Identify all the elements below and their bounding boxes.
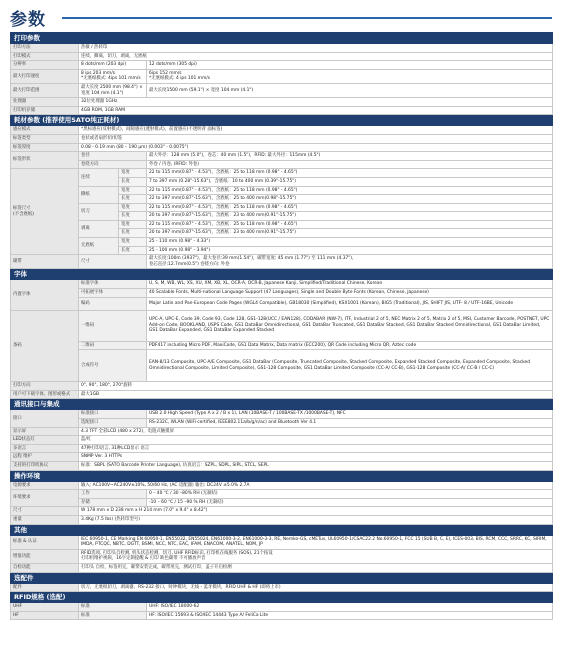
spec-label: 标签厚度 xyxy=(11,143,79,152)
section-title: 其他 xyxy=(11,524,553,535)
spec-row xyxy=(11,507,553,516)
section-header-row xyxy=(11,524,553,535)
spec-label: 多语言 xyxy=(11,444,79,453)
spec-row xyxy=(11,126,553,135)
spec-label: 最大打印速度 xyxy=(11,69,79,83)
spec-value: 25 - 100 mm (0.98" - 3.94") xyxy=(147,246,553,255)
spec-value: 切刀，无底纸切刀，剥离器，RS-232 接口，时钟模块，无线 - 蓝牙模块，RFID UHF & HF (即将上市) xyxy=(79,583,553,592)
spec-label: 碳带 xyxy=(11,255,79,269)
spec-value: 22 to 115 mm(0.87" - 4.53")，含底纸：25 to 118 mm (0.98" - 4.65") xyxy=(147,186,553,195)
spec-row xyxy=(11,52,553,61)
spec-value: 22 to 397 mm(0.87"-15.63")，含底纸：25 to 400 mm(0.98"-15.75") xyxy=(147,195,553,204)
section-header-row xyxy=(11,33,553,44)
spec-value: 6ips 152 mm/s *无底纸模式: 4 ips 101 mm/s xyxy=(147,69,553,83)
spec-sublabel: 连续 xyxy=(79,169,119,186)
spec-value: 3.4Kg (7.5 lbs) (热转印型号) xyxy=(79,515,553,524)
spec-row xyxy=(11,238,553,247)
spec-label: 标签形状 xyxy=(11,152,79,169)
spec-sublabel: 选配接口 xyxy=(79,419,147,428)
spec-row xyxy=(11,490,553,499)
title-rule xyxy=(62,17,552,19)
spec-sublabel: 合成符号 xyxy=(79,350,147,382)
spec-label: 重量 xyxy=(11,515,79,524)
spec-row xyxy=(11,481,553,490)
spec-row xyxy=(11,583,553,592)
spec-sublabel: 标准字体 xyxy=(79,280,147,289)
section-header-row xyxy=(11,269,553,280)
spec-value: SNMP Ver. 3 HTTPs xyxy=(79,453,553,462)
spec-value: 4.3 TFT 全彩LCD (480 x 272)，电阻式触摸屏 xyxy=(79,427,553,436)
spec-label: 增值功能 xyxy=(11,549,79,563)
spec-sublabel: 卷径 xyxy=(79,152,147,161)
section-title: 选配件 xyxy=(11,572,553,583)
spec-row xyxy=(11,461,553,470)
spec-row xyxy=(11,255,553,269)
spec-sublabel: 尺寸 xyxy=(79,255,147,269)
spec-row xyxy=(11,453,553,462)
spec-value: IEC 60950-1, CE Marking EN 60950-1, EN55032, EN55024, EN61000-3-2, EN61000-3-3, RE, Nemko-GS, cMETus, UL60950-1/CSAC22.2 No.60950-1, FCC 15 (SUB B, C, E), ICES-003, BIS, RCM, CCC, SRRC, KC, SIRIM, IMDA, PTCQC, NBTC, DGTT, BSMI, NCC, NTC, EAC, IFAM, ENACOM, ANATEL, NOM, JP xyxy=(79,535,553,549)
spec-value: 0 – 40 ℃ / 30 –80% RH (无凝结) xyxy=(147,490,553,499)
spec-row xyxy=(11,350,553,382)
section-title: RFID规格 (选配) xyxy=(11,592,553,603)
spec-row xyxy=(11,515,553,524)
spec-value: 0.08 - 0.19 mm (80 – 190 µm) (0.003" - 0.0075") xyxy=(79,143,553,152)
spec-row xyxy=(11,410,553,419)
spec-sublabel: 剥离 xyxy=(79,220,119,237)
section-title: 操作环境 xyxy=(11,470,553,481)
spec-row xyxy=(11,427,553,436)
spec-sublabel: 存储 xyxy=(79,498,147,507)
spec-label: 条码 xyxy=(11,310,79,382)
spec-value: 25 - 110 mm (0.98" - 4.33") xyxy=(147,238,553,247)
spec-label: 支持的打印机协议 xyxy=(11,461,79,470)
spec-value: 打印头 自检，标签用完，碳带安装完成，碳带用完，测试打印，盖子开启检测 xyxy=(79,563,553,572)
spec-label: 尺寸 xyxy=(11,507,79,516)
spec-dimension-label: 长度 xyxy=(119,177,147,186)
spec-row xyxy=(11,341,553,350)
spec-dimension-label: 宽度 xyxy=(119,186,147,195)
spec-row xyxy=(11,297,553,310)
spec-sublabel: 标准接口 xyxy=(79,410,147,419)
spec-label: 标签类型 xyxy=(11,134,79,143)
spec-dimension-label: 长度 xyxy=(119,246,147,255)
spec-value: 卷状或者扇形切/切签 xyxy=(79,134,553,143)
spec-label: 电源要求 xyxy=(11,481,79,490)
spec-value: USB 2.0 High Speed (Type A x 2 / B x 1), LAN (10BASE-T / 100BASE-TX /1000BASE-T), NFC xyxy=(147,410,553,419)
section-header-row xyxy=(11,572,553,583)
spec-row xyxy=(11,563,553,572)
spec-row xyxy=(11,106,553,115)
spec-label: 打印方法 xyxy=(11,44,79,53)
section-header-row xyxy=(11,592,553,603)
spec-sublabel: 二维码 xyxy=(79,341,147,350)
spec-row xyxy=(11,69,553,83)
spec-row xyxy=(11,134,553,143)
spec-value: 22 to 115 mm(0.87" - 4.53")，含底纸：25 to 118 mm (0.98" - 4.65") xyxy=(147,169,553,178)
spec-value: PDF417 including Micro PDF, MaxiCode, GS1 Data Matrix, Data matrix (ECC200), QR Code including Micro QR, Aztec code xyxy=(147,341,553,350)
spec-value: 40 Scalable Fonts, Multi-national Language Support (47 Languages), Single and Double Byte Fonts (Korean, Chinese, Japanese) xyxy=(147,289,553,298)
spec-label: 接口 xyxy=(11,410,79,427)
spec-label: 配件 xyxy=(11,583,79,592)
spec-value: UPC-A, UPC-E, Code 39, Code 93, Code 128, GS1-128(UCC / EAN128), CODABAR (NW-7), ITF, Industrial 2 of 5, NEC Matrix 2 of 5, Matrix 2 of 5, MSI, Customer Barcode, POSTNET, UPC Add-on Code, BOOKLAND, USPS Code, GS1 DataBar Omnidirectional, GS1 DataBar Truncated, GS1 DataBar Stacked, GS1 DataBar Stacked Omnidirectional, GS1 DataBar Limited, GS1 DataBar Expanded, GS1 DataBar Expanded Stacked xyxy=(147,310,553,341)
spec-value: 最大长度 2500 mm (98.4") × 宽度 104 mm (4.1") xyxy=(79,83,147,97)
spec-row xyxy=(11,152,553,161)
section-title: 打印参数 xyxy=(11,33,553,44)
section-header-row xyxy=(11,115,553,126)
spec-row xyxy=(11,160,553,169)
spec-value: 22 to 115 mm(0.87" - 4.53")，含底纸：25 to 118 mm (0.98" - 4.65") xyxy=(147,220,553,229)
spec-value: U, S, M, WB, WL, XS, XU, XM, XB, XL, OCR-A, OCR-B, Japanese Kanji, Simplified/Traditional Chinese, Korean xyxy=(147,280,553,289)
spec-sublabel: 编码 xyxy=(79,297,147,310)
spec-row xyxy=(11,61,553,70)
spec-label: 打印模式 xyxy=(11,52,79,61)
spec-value: 外卷 / 内卷, (RFID: 外卷) xyxy=(147,160,553,169)
spec-row xyxy=(11,310,553,341)
spec-row xyxy=(11,436,553,445)
section-header-row xyxy=(11,399,553,410)
spec-value: 4GB ROM, 1GB RAM xyxy=(79,106,553,115)
spec-row xyxy=(11,549,553,563)
spec-value: EAN-8/13 Composite, UPC-A/E Composite, GS1 DataBar (Composite, Truncated Composite, Stacked Composite, Expanded Stacked Composite, Expanded Composite, Stacked Omnidirectional Composite, Limited Composite), GS1-128 Composite, GS1 DataBar Limited Composite (CC-A/ CC-B), GS1-128 Composite (CC-A/ CC-B / CC-C) xyxy=(147,350,553,382)
spec-row xyxy=(11,289,553,298)
spec-sublabel: 标准 xyxy=(79,611,147,620)
page-title: 参数 xyxy=(10,10,46,30)
spec-value: RS-232C, WLAN (WiFi certified, IEEE802.11a/b/g/n/ac) and Bluetooth Ver 4.1 xyxy=(147,419,553,428)
spec-label: 感应模式 xyxy=(11,126,79,135)
spec-value: 32位处理器 1GHz xyxy=(79,98,553,107)
spec-value: 连续，撕离，切刀，剥离，无底纸 xyxy=(79,52,553,61)
spec-row xyxy=(11,186,553,195)
spec-sublabel: 标准 xyxy=(79,603,147,612)
spec-dimension-label: 长度 xyxy=(119,229,147,238)
spec-table xyxy=(10,32,553,620)
spec-value: HF: ISO/IEC 15693 & ISO/IEC 14443 Type A/ FeliCa Lite xyxy=(147,611,553,620)
spec-label: 自检功能 xyxy=(11,563,79,572)
spec-label: 显示屏 xyxy=(11,427,79,436)
spec-sublabel: 工作 xyxy=(79,490,147,499)
spec-row xyxy=(11,382,553,391)
spec-sublabel: 无底纸 xyxy=(79,238,119,255)
spec-value: 0°, 90°, 180°, 270°旋转 xyxy=(79,382,553,391)
spec-value: 热敏 / 热转印 xyxy=(79,44,553,53)
spec-row xyxy=(11,390,553,399)
section-header-row xyxy=(11,470,553,481)
spec-sublabel: 一维码 xyxy=(79,310,147,341)
spec-dimension-label: 宽度 xyxy=(119,203,147,212)
spec-value: *黑标感应(反射模式)，间隙感应(透射模式)，前置感应(不透明背 面标签) xyxy=(79,126,553,135)
spec-row xyxy=(11,44,553,53)
spec-row xyxy=(11,419,553,428)
spec-row xyxy=(11,169,553,178)
spec-value: 12 dots/mm (305 dpi) xyxy=(147,61,553,70)
spec-sublabel: 撕纸 xyxy=(79,186,119,203)
spec-label: 打印机存储 xyxy=(11,106,79,115)
spec-value: 蓝/红 xyxy=(79,436,553,445)
spec-label: 分辨率 xyxy=(11,61,79,70)
spec-row xyxy=(11,98,553,107)
section-title: 字体 xyxy=(11,269,553,280)
spec-label: 用户可下载字体，图形或格式 xyxy=(11,390,79,399)
spec-row xyxy=(11,498,553,507)
spec-value: 8 ips 203 mm/s *无底纸模式: 4ips 101 mm/s xyxy=(79,69,147,83)
spec-value: 标准：SBPL (SATO Barcode Printer Language), 仿真语言：SZPL, SDPL, SIPL, STCL, SEPL xyxy=(79,461,553,470)
spec-dimension-label: 宽度 xyxy=(119,220,147,229)
spec-dimension-label: 宽度 xyxy=(119,169,147,178)
spec-value: 最大外径：128 mm (5.0")，卷芯：40 mm (1.5")，RFID: 最大外径：115mm (4.5") xyxy=(147,152,553,161)
spec-row xyxy=(11,143,553,152)
spec-row xyxy=(11,83,553,97)
spec-row xyxy=(11,220,553,229)
spec-sublabel: 切刀 xyxy=(79,203,119,220)
section-title: 耗材参数 (推荐使用SATO纯正耗材) xyxy=(11,115,553,126)
spec-value: W 178 mm x D 238 mm x H 214 mm (7.0" x 9.4" x 8.42") xyxy=(79,507,553,516)
spec-label: 标签尺寸 (不含底纸) xyxy=(11,169,79,255)
spec-dimension-label: 宽度 xyxy=(119,238,147,247)
spec-label: 环境要求 xyxy=(11,490,79,507)
spec-value: -10 – 60 ℃ / 15 –90 % RH (无凝结) xyxy=(147,498,553,507)
spec-label: LED状态灯 xyxy=(11,436,79,445)
spec-value: 输入: AC100V~AC240V±10%, 50/60 Hz, (AC 适配器) 输出: DC24V ±5.0% 2.7A xyxy=(79,481,553,490)
spec-value: Major Latin and Pan-European Code Pages (WGL4 Compatible), GB18030 (Simplified), KSX1001 (Korean), BIG5 (Traditional), JIS, SHIFT JIS, UTF- 8 / UTF-16BE, Unicode xyxy=(147,297,553,310)
spec-label: 内置字体 xyxy=(11,280,79,310)
spec-row xyxy=(11,280,553,289)
spec-value: UHF: ISO/IEC 18000-62 xyxy=(147,603,553,612)
spec-dimension-label: 长度 xyxy=(119,212,147,221)
spec-dimension-label: 长度 xyxy=(119,195,147,204)
spec-label: 打印方向 xyxy=(11,382,79,391)
spec-value: 7 to 397 mm (0.28"-15.63")，含底纸：10 to 400 mm (0.39"-15.75") xyxy=(147,177,553,186)
spec-value: 最大长度:100m (3937")，最大卷径:39 mm(1.54")，碳带宽度: 45 mm (1.77") 至 111 mm (4.37")， 卷芯直径:12.7mm(0.5") 卷绕方向: 外卷 xyxy=(147,255,553,269)
spec-sublabel: 可拓展字体 xyxy=(79,289,147,298)
spec-label: HF xyxy=(11,611,79,620)
spec-value: RFID选项, 打印头自检测, 机头状态检测，切刀, UHF RFID标识, 打印机在线服务 (SOS), 21个按设 打印机维护视频，16字定制提醒 & 打印 缺色碳带 不可播放声音 xyxy=(79,549,553,563)
spec-value: 最大1GB xyxy=(79,390,553,399)
spec-value: 20 to 397 mm(0.87"-15.63")，含底纸：23 to 400 mm(0.91"-15.75") xyxy=(147,229,553,238)
spec-value: 8 dots/mm (203 dpi) xyxy=(79,61,147,70)
spec-label: 最大打印范围 xyxy=(11,83,79,97)
spec-table-body xyxy=(11,33,553,620)
spec-row xyxy=(11,444,553,453)
section-title: 通讯接口与集成 xyxy=(11,399,553,410)
spec-label: 标准 & 认证 xyxy=(11,535,79,549)
spec-label: 远程 维护 xyxy=(11,453,79,462)
spec-value: 20 to 397 mm(0.87"-15.63")，含底纸：23 to 400 mm(0.91"-15.75") xyxy=(147,212,553,221)
spec-row xyxy=(11,603,553,612)
spec-value: 最大长度1500 mm (59.1") × 宽度 104 mm (4.1") xyxy=(147,83,553,97)
spec-value: 22 to 115 mm(0.87" - 4.53")，含底纸：25 to 118 mm (0.98" - 4.65") xyxy=(147,203,553,212)
spec-value: 47种打印语言, 31种LCD显示 语言 xyxy=(79,444,553,453)
spec-label: UHF xyxy=(11,603,79,612)
spec-row xyxy=(11,535,553,549)
spec-row xyxy=(11,611,553,620)
spec-sublabel: 卷绕方向 xyxy=(79,160,147,169)
spec-row xyxy=(11,203,553,212)
spec-label: 处理器 xyxy=(11,98,79,107)
